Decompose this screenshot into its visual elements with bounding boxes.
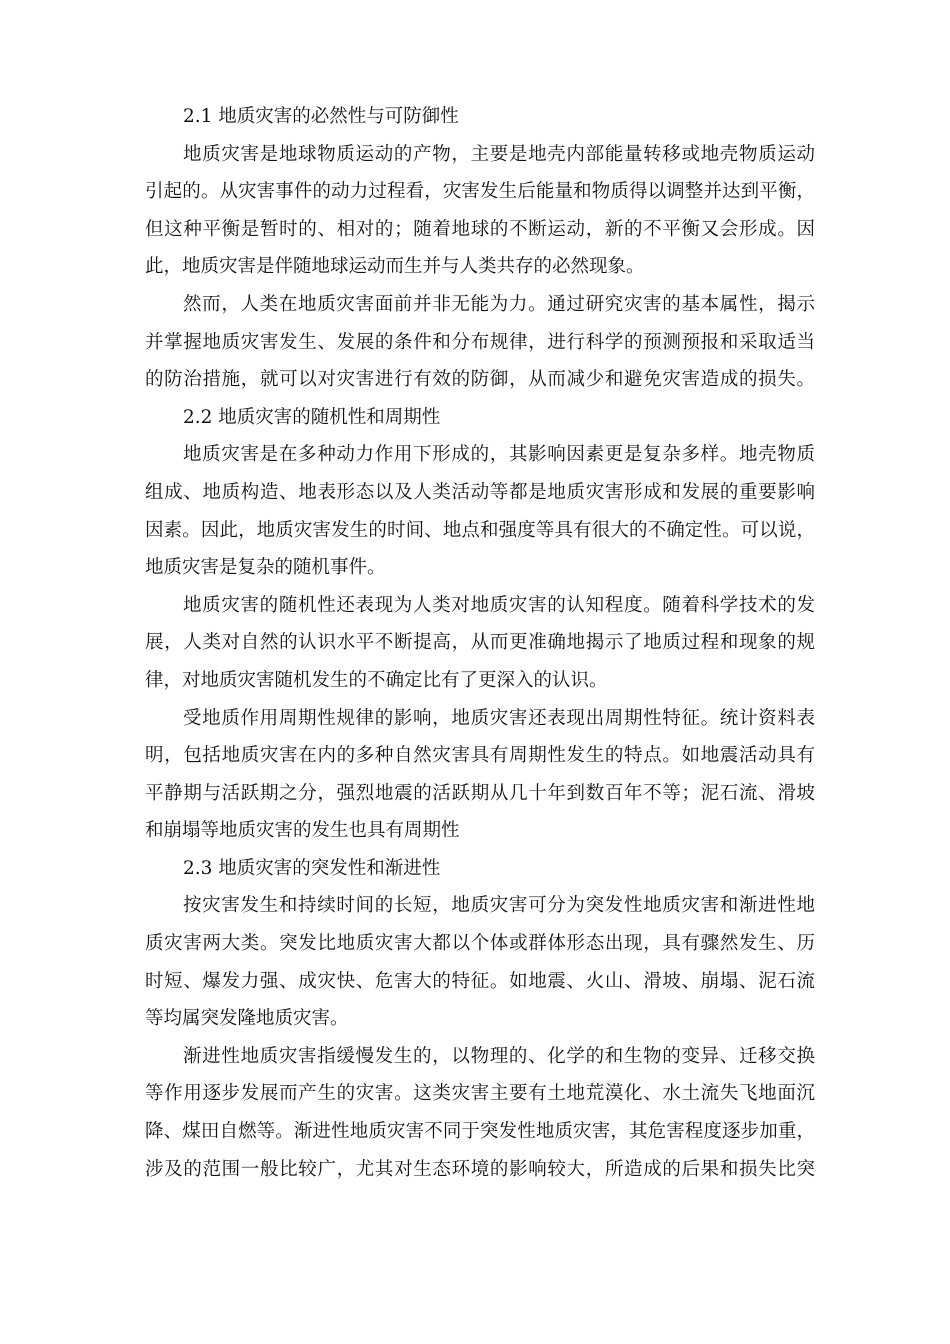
- text-line: 质灾害两大类。突发比地质灾害大都以个体或群体形态出现，具有骤然发生、历: [145, 933, 815, 955]
- text-line: 降、煤田自燃等。渐进性地质灾害不同于突发性地质灾害，其危害程度逐步加重，: [145, 1121, 815, 1143]
- text-line: 受地质作用周期性规律的影响，地质灾害还表现出周期性特征。统计资料表: [183, 707, 815, 729]
- text-line: 但这种平衡是暂时的、相对的；随着地球的不断运动，新的不平衡又会形成。因: [145, 218, 815, 240]
- text-line: 地质灾害是在多种动力作用下形成的，其影响因素更是复杂多样。地壳物质: [183, 444, 815, 466]
- text-line: 地质灾害是地球物质运动的产物，主要是地壳内部能量转移或地壳物质运动: [183, 143, 815, 165]
- section-heading-2-3: 2.3 地质灾害的突发性和渐进性: [183, 857, 441, 879]
- text-line: 地质灾害是复杂的随机事件。: [145, 557, 386, 579]
- text-line: 组成、地质构造、地表形态以及人类活动等都是地质灾害形成和发展的重要影响: [145, 481, 815, 503]
- section-heading-2-1: 2.1 地质灾害的必然性与可防御性: [183, 106, 459, 127]
- text-line: 并掌握地质灾害发生、发展的条件和分布规律，进行科学的预测预报和采取适当: [145, 331, 815, 353]
- section-heading-2-2: 2.2 地质灾害的随机性和周期性: [183, 406, 441, 428]
- text-line: 等作用逐步发展而产生的灾害。这类灾害主要有土地荒漠化、水土流失飞地面沉: [145, 1083, 815, 1105]
- text-line: 引起的。从灾害事件的动力过程看，灾害发生后能量和物质得以调整并达到平衡，: [145, 181, 815, 203]
- text-line: 明，包括地质灾害在内的多种自然灾害具有周期性发生的特点。如地震活动具有: [145, 745, 815, 767]
- text-line: 地质灾害的随机性还表现为人类对地质灾害的认知程度。随着科学技术的发: [183, 594, 815, 616]
- text-line: 平静期与活跃期之分，强烈地震的活跃期从几十年到数百年不等；泥石流、滑坡: [145, 782, 815, 804]
- text-line: 渐进性地质灾害指缓慢发生的，以物理的、化学的和生物的变异、迁移交换: [183, 1045, 815, 1067]
- text-line: 时短、爆发力强、成灾快、危害大的特征。如地震、火山、滑坡、崩塌、泥石流: [145, 970, 815, 992]
- text-line: 然而，人类在地质灾害面前并非无能为力。通过研究灾害的基本属性，揭示: [183, 293, 815, 315]
- text-line: 律，对地质灾害随机发生的不确定比有了更深入的认识。: [145, 669, 608, 691]
- text-line: 此，地质灾害是伴随地球运动而生并与人类共存的必然现象。: [145, 256, 645, 278]
- document-page: [145, 98, 815, 1188]
- text-line: 按灾害发生和持续时间的长短，地质灾害可分为突发性地质灾害和渐进性地: [183, 895, 815, 917]
- text-line: 和崩塌等地质灾害的发生也具有周期性: [145, 820, 460, 842]
- text-line: 涉及的范围一般比较广，尤其对生态环境的影响较大，所造成的后果和损失比突: [145, 1158, 815, 1180]
- text-line: 等均属突发隆地质灾害。: [145, 1008, 349, 1030]
- text-line: 因素。因此，地质灾害发生的时间、地点和强度等具有很大的不确定性。可以说，: [145, 519, 815, 541]
- text-line: 展，人类对自然的认识水平不断提高，从而更准确地揭示了地质过程和现象的规: [145, 632, 815, 654]
- text-line: 的防治措施，就可以对灾害进行有效的防御，从而减少和避免灾害造成的损失。: [145, 369, 815, 391]
